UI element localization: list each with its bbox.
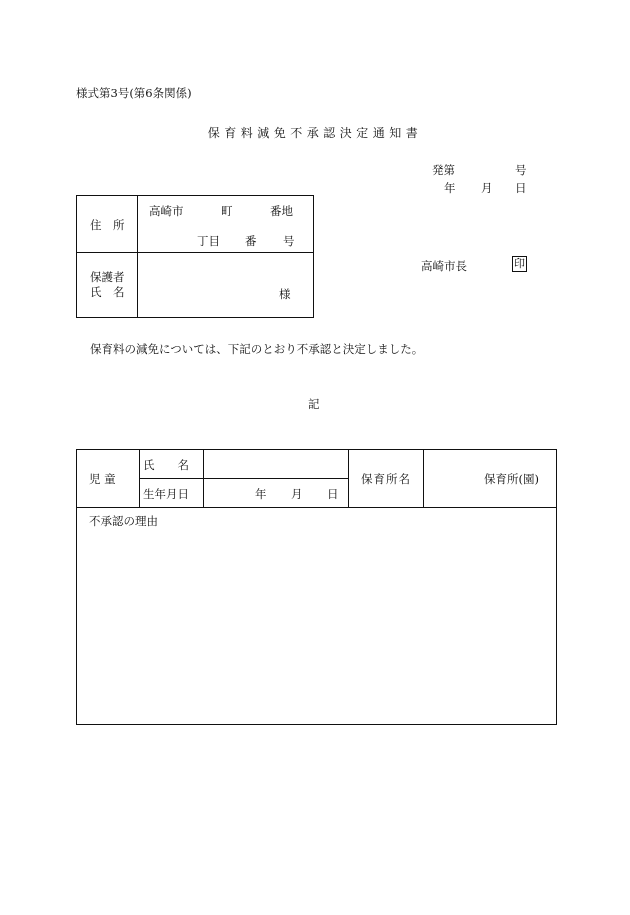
date-month: 月 bbox=[481, 181, 493, 195]
sender-title: 高崎市長 bbox=[421, 259, 467, 273]
address-label: 住 所 bbox=[90, 218, 125, 232]
nursery-name-label: 保育所名 bbox=[361, 472, 411, 486]
address-city: 高崎市 bbox=[149, 204, 184, 218]
birth-year: 年 bbox=[255, 487, 267, 501]
child-birthdate-label: 生年月日 bbox=[143, 487, 189, 501]
birth-day: 日 bbox=[327, 487, 339, 501]
address-box-divider-h bbox=[77, 252, 313, 253]
child-name-label: 氏 名 bbox=[143, 458, 189, 472]
form-code: 様式第3号(第6条関係) bbox=[76, 86, 192, 100]
table-divider-h-main bbox=[77, 507, 556, 508]
address-ban: 番 bbox=[245, 234, 257, 248]
issue-number-prefix: 発第 bbox=[432, 163, 455, 177]
table-divider-v-2 bbox=[203, 450, 204, 507]
address-box-divider-v bbox=[137, 196, 138, 317]
address-chome: 丁目 bbox=[197, 234, 220, 248]
address-town: 町 bbox=[221, 204, 233, 218]
table-divider-v-3 bbox=[348, 450, 349, 507]
date-day: 日 bbox=[515, 181, 527, 195]
table-divider-h-child bbox=[139, 478, 348, 479]
table-divider-v-4 bbox=[423, 450, 424, 507]
address-go: 号 bbox=[283, 234, 295, 248]
nursery-suffix: 保育所(園) bbox=[484, 472, 539, 486]
address-box bbox=[76, 195, 314, 318]
date-year: 年 bbox=[444, 181, 456, 195]
guardian-name-label: 氏 名 bbox=[90, 285, 125, 299]
issue-number-suffix: 号 bbox=[515, 163, 527, 177]
address-banchi: 番地 bbox=[270, 204, 293, 218]
child-label: 児 童 bbox=[89, 472, 116, 486]
notice-body-text: 保育料の減免については、下記のとおり不承認と決定しました。 bbox=[90, 342, 424, 356]
seal-mark: 印 bbox=[514, 257, 525, 270]
guardian-honorific: 様 bbox=[279, 287, 291, 301]
document-title: 保育料減免不承認決定通知書 bbox=[207, 126, 423, 140]
rejection-reason-label: 不承認の理由 bbox=[89, 514, 158, 528]
table-divider-v-1 bbox=[139, 450, 140, 507]
birth-month: 月 bbox=[291, 487, 303, 501]
decision-table bbox=[76, 449, 557, 725]
ki-heading: 記 bbox=[308, 397, 320, 411]
guardian-label: 保護者 bbox=[90, 270, 125, 284]
